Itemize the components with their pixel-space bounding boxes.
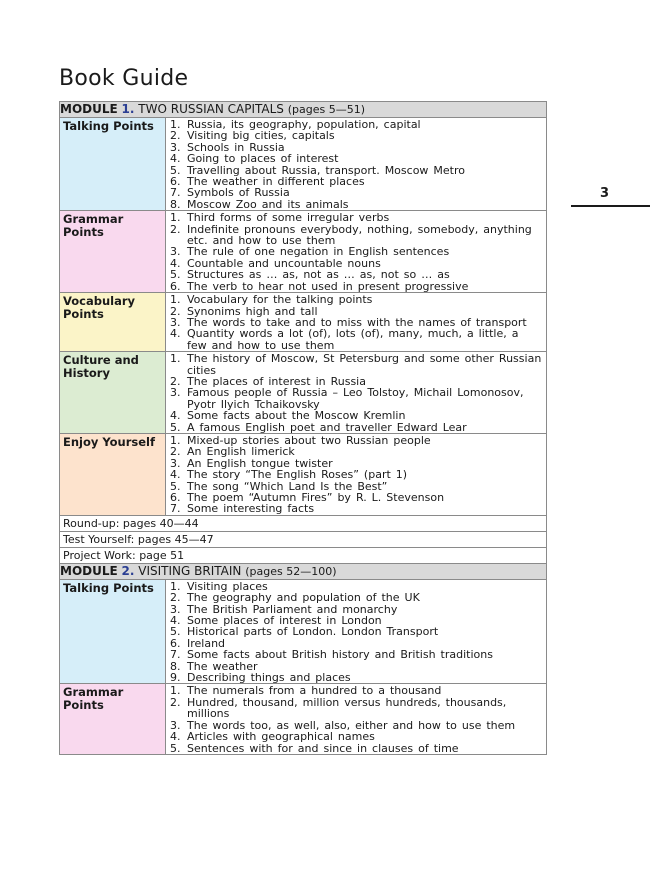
section-row xyxy=(60,433,547,515)
item-text: Countable and uncountable nouns xyxy=(187,256,381,270)
item-number: 5. xyxy=(170,163,181,177)
list-item xyxy=(170,224,543,247)
item-text: The weather xyxy=(187,659,258,673)
item-number: 3. xyxy=(170,386,181,400)
item-text: The weather in different places xyxy=(187,175,365,189)
section-items xyxy=(170,581,543,684)
item-text: Some places of interest in London xyxy=(187,614,382,628)
project-text: Project Work: page 51 xyxy=(60,547,547,563)
list-item xyxy=(170,294,543,305)
item-number: 4. xyxy=(170,152,181,166)
section-items xyxy=(170,685,543,753)
item-text: Some facts about the Moscow Kremlin xyxy=(187,409,406,423)
module-pages: (pages 52—100) xyxy=(245,564,337,578)
item-number: 1. xyxy=(170,293,181,307)
item-text: Sentences with for and since in clauses of time xyxy=(187,741,459,755)
item-text: Describing things and places xyxy=(187,671,351,685)
list-item xyxy=(170,592,543,603)
test-row xyxy=(60,531,547,547)
list-item xyxy=(170,422,543,433)
item-number: 4. xyxy=(170,409,181,423)
module-title: TWO RUSSIAN CAPITALS xyxy=(138,102,284,116)
page-title: Book Guide xyxy=(59,66,189,91)
item-text: Indefinite pronouns everybody, nothing, somebody, anything etc. and how to use them xyxy=(187,222,532,248)
list-item xyxy=(170,503,543,514)
item-number: 3. xyxy=(170,315,181,329)
item-number: 5. xyxy=(170,420,181,434)
item-number: 5. xyxy=(170,479,181,493)
item-number: 3. xyxy=(170,718,181,732)
item-number: 5. xyxy=(170,268,181,282)
item-text: The numerals from a hundred to a thousand xyxy=(187,684,442,698)
item-number: 7. xyxy=(170,186,181,200)
item-number: 2. xyxy=(170,591,181,605)
section-row xyxy=(60,579,547,684)
item-text: An English limerick xyxy=(187,445,295,459)
item-text: The poem “Autumn Fires” by R. L. Stevenson xyxy=(187,491,445,504)
module-number: 1. xyxy=(121,102,135,116)
item-number: 7. xyxy=(170,502,181,516)
item-text: Hundred, thousand, million versus hundreds, thousands, millions xyxy=(187,695,507,721)
list-item xyxy=(170,281,543,292)
item-number: 8. xyxy=(170,197,181,211)
item-number: 3. xyxy=(170,602,181,616)
section-row xyxy=(60,118,547,211)
list-item xyxy=(170,199,543,210)
item-text: Some facts about British history and British traditions xyxy=(187,648,493,662)
item-number: 3. xyxy=(170,456,181,470)
item-number: 7. xyxy=(170,648,181,662)
item-text: Mixed-up stories about two Russian people xyxy=(187,433,431,447)
section-name: Grammar Points xyxy=(60,684,166,754)
item-number: 6. xyxy=(170,175,181,189)
item-number: 4. xyxy=(170,614,181,628)
module-title: VISITING BRITAIN xyxy=(138,563,242,578)
section-name: Talking Points xyxy=(60,118,166,211)
item-text: Historical parts of London. London Transport xyxy=(187,625,439,639)
module-1-header xyxy=(60,102,547,118)
module-label: MODULE xyxy=(60,563,118,578)
item-number: 2. xyxy=(170,129,181,143)
item-text: An English tongue twister xyxy=(187,456,333,470)
book-guide-table xyxy=(59,101,547,755)
item-text: The words too, as well, also, either and how to use them xyxy=(187,718,516,732)
item-text: Third forms of some irregular verbs xyxy=(187,211,390,225)
list-item xyxy=(170,212,543,223)
item-number: 1. xyxy=(170,352,181,366)
section-row xyxy=(60,684,547,754)
list-item xyxy=(170,697,543,720)
section-row xyxy=(60,352,547,434)
section-items xyxy=(170,294,543,351)
item-text: The geography and population of the UK xyxy=(187,591,420,605)
item-number: 2. xyxy=(170,445,181,459)
item-number: 3. xyxy=(170,245,181,259)
list-item xyxy=(170,743,543,754)
item-text: The verb to hear not used in present progressive xyxy=(187,279,469,293)
roundup-text: Round-up: pages 40—44 xyxy=(60,515,547,531)
item-number: 2. xyxy=(170,222,181,236)
item-number: 1. xyxy=(170,684,181,698)
section-items xyxy=(170,212,543,292)
item-text: Vocabulary for the talking points xyxy=(187,293,373,307)
roundup-row xyxy=(60,515,547,531)
list-item xyxy=(170,269,543,280)
item-text: Synonims high and tall xyxy=(187,304,318,318)
section-items xyxy=(170,119,543,210)
item-text: Some interesting facts xyxy=(187,502,315,516)
item-number: 6. xyxy=(170,279,181,293)
list-item xyxy=(170,153,543,164)
list-item xyxy=(170,626,543,637)
module-number: 2. xyxy=(121,563,135,578)
item-number: 9. xyxy=(170,671,181,685)
item-number: 6. xyxy=(170,491,181,504)
item-number: 1. xyxy=(170,211,181,225)
list-item xyxy=(170,387,543,410)
item-text: The words to take and to miss with the names of transport xyxy=(187,315,527,329)
item-text: Symbols of Russia xyxy=(187,186,290,200)
item-text: Ireland xyxy=(187,636,226,650)
section-name: Enjoy Yourself xyxy=(60,433,166,515)
item-number: 5. xyxy=(170,625,181,639)
item-text: Visiting places xyxy=(187,579,268,593)
section-row xyxy=(60,293,547,352)
item-number: 2. xyxy=(170,374,181,388)
list-item xyxy=(170,328,543,351)
item-text: The story “The English Roses” (part 1) xyxy=(187,468,408,482)
item-number: 1. xyxy=(170,118,181,131)
list-item xyxy=(170,731,543,742)
item-number: 4. xyxy=(170,327,181,341)
item-text: Moscow Zoo and its animals xyxy=(187,197,349,211)
item-number: 2. xyxy=(170,695,181,709)
item-text: The song “Which Land Is the Best” xyxy=(187,479,388,493)
item-text: Famous people of Russia – Leo Tolstoy, Michail Lomonosov, Pyotr Ilyich Tchaikovsky xyxy=(187,386,524,411)
item-text: Travelling about Russia, transport. Moscow Metro xyxy=(187,163,465,177)
item-text: The rule of one negation in English sentences xyxy=(187,245,450,259)
section-name: Grammar Points xyxy=(60,211,166,293)
module-label: MODULE xyxy=(60,102,118,116)
project-row xyxy=(60,547,547,563)
item-text: Quantity words a lot (of), lots (of), many, much, a little, a few and how to use them xyxy=(187,327,519,352)
item-text: A famous English poet and traveller Edward Lear xyxy=(187,420,467,434)
item-text: The history of Moscow, St Petersburg and some other Russian cities xyxy=(187,352,542,377)
section-items xyxy=(170,435,543,515)
item-number: 4. xyxy=(170,730,181,744)
list-item xyxy=(170,672,543,683)
item-text: Structures as … as, not as … as, not so … as xyxy=(187,268,450,282)
item-number: 4. xyxy=(170,256,181,270)
test-text: Test Yourself: pages 45—47 xyxy=(60,531,547,547)
section-name: Culture and History xyxy=(60,352,166,434)
item-number: 5. xyxy=(170,741,181,755)
page-number-rule xyxy=(571,205,650,207)
item-text: The British Parliament and monarchy xyxy=(187,602,398,616)
section-row xyxy=(60,211,547,293)
item-text: Visiting big cities, capitals xyxy=(187,129,335,143)
module-2-header xyxy=(60,563,547,579)
item-number: 1. xyxy=(170,433,181,447)
item-number: 2. xyxy=(170,304,181,318)
module-pages: (pages 5—51) xyxy=(287,103,366,116)
item-text: Schools in Russia xyxy=(187,140,285,154)
item-number: 3. xyxy=(170,140,181,154)
section-name: Vocabulary Points xyxy=(60,293,166,352)
list-item xyxy=(170,410,543,421)
list-item xyxy=(170,353,543,376)
list-item xyxy=(170,469,543,480)
item-text: Articles with geographical names xyxy=(187,730,375,744)
item-number: 1. xyxy=(170,579,181,593)
section-items xyxy=(170,353,543,433)
item-number: 4. xyxy=(170,468,181,482)
list-item xyxy=(170,649,543,660)
item-number: 8. xyxy=(170,659,181,673)
page-number: 3 xyxy=(600,186,610,201)
item-text: The places of interest in Russia xyxy=(187,374,366,388)
section-name: Talking Points xyxy=(60,579,166,684)
item-number: 6. xyxy=(170,636,181,650)
item-text: Russia, its geography, population, capital xyxy=(187,118,421,131)
item-text: Going to places of interest xyxy=(187,152,339,166)
